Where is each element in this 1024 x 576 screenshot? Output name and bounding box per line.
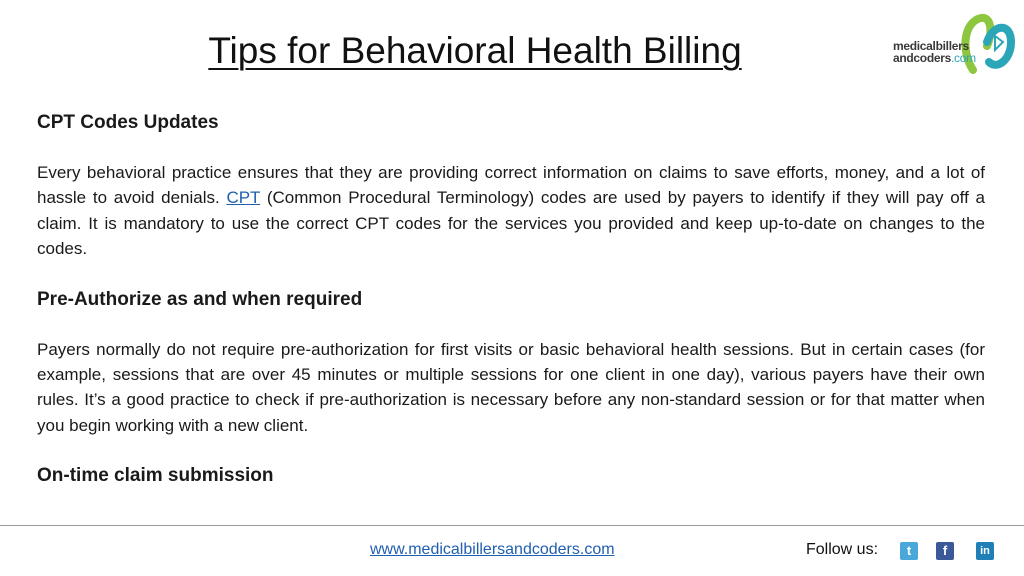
follow-us-label: Follow us: xyxy=(806,541,879,558)
logo-text-suffix: .com xyxy=(951,51,976,65)
cpt-link[interactable]: CPT xyxy=(226,188,261,208)
section-heading-preauth: Pre-Authorize as and when required xyxy=(37,288,363,310)
facebook-icon[interactable]: f xyxy=(936,542,954,560)
page-title: Tips for Behavioral Health Billing xyxy=(208,30,742,71)
section-heading-claim-submission: On-time claim submission xyxy=(37,465,274,487)
paragraph-cpt-before: Every behavioral practice ensures that they are providing correct information on claims to save efforts, money, and a lot of hassle to avoid denials. xyxy=(37,163,985,208)
paragraph-cpt-after: (Common Procedural Terminology) codes are used by payers to identify if they will pay off a claim. It is mandatory to use the correct CPT codes for the services you provided and keep up-to-date on changes to the codes. xyxy=(37,188,985,259)
section-heading-cpt: CPT Codes Updates xyxy=(37,112,219,133)
logo-text-line2: andcoders xyxy=(893,51,951,65)
logo-text-line1: medicalbillers xyxy=(893,39,969,53)
twitter-icon[interactable]: t xyxy=(900,542,918,560)
footer-website-link[interactable]: www.medicalbillersandcoders.com xyxy=(370,541,615,558)
paragraph-cpt xyxy=(37,160,985,262)
footer-divider xyxy=(0,525,1024,526)
logo-wordmark xyxy=(893,40,976,64)
paragraph-preauth: Payers normally do not require pre-authorization for first visits or basic behavioral health sessions. But in certain cases (for example, sessions that are over 45 minutes or multiple sessions for one client in one day), various payers have their own rules. It’s a good practice to check if pre-authorization is necessary before any non-standard session or for that matter when you begin working with a new client. xyxy=(37,339,985,435)
linkedin-icon[interactable]: in xyxy=(976,542,994,560)
company-logo xyxy=(893,12,1015,74)
main-content xyxy=(37,108,985,491)
